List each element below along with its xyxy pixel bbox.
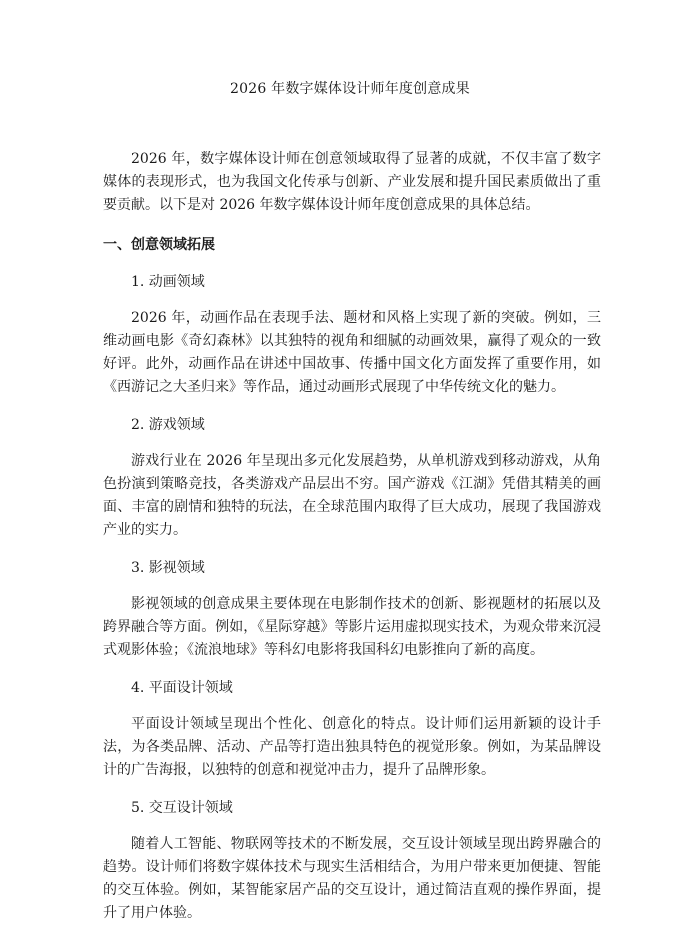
subsection-heading-games: 2. 游戏领域 <box>131 417 205 433</box>
subsection-paragraph-graphic-design: 平面设计领域呈现出个性化、创意化的特点。设计师们运用新颖的设计手法，为各类品牌、活动、产品等打造出独具特色的视觉形象。例如，为某品牌设计的广告海报，以独特的创意和视觉冲击力，提升了品牌形象。 <box>103 716 601 778</box>
document-title: 2026 年数字媒体设计师年度创意成果 <box>230 81 470 97</box>
subsection-paragraph-games: 游戏行业在 2026 年呈现出多元化发展趋势，从单机游戏到移动游戏，从角色扮演到策略竞技，各类游戏产品层出不穷。国产游戏《江湖》凭借其精美的画面、丰富的剧情和独特的玩法，在全球范围内取得了巨大成功，展现了我国游戏产业的实力。 <box>103 453 601 538</box>
subsection-paragraph-film-tv: 影视领域的创意成果主要体现在电影制作技术的创新、影视题材的拓展以及跨界融合等方面。例如，《星际穿越》等影片运用虚拟现实技术，为观众带来沉浸式观影体验；《流浪地球》等科幻电影将我国科幻电影推向了新的高度。 <box>103 596 601 658</box>
document-body <box>103 148 601 925</box>
subsection-heading-graphic-design: 4. 平面设计领域 <box>131 680 233 696</box>
subsection-heading-film-tv: 3. 影视领域 <box>131 560 205 576</box>
intro-paragraph: 2026 年，数字媒体设计师在创意领域取得了显著的成就，不仅丰富了数字媒体的表现形式，也为我国文化传承与创新、产业发展和提升国民素质做出了重要贡献。以下是对 2026 年数字媒体设计师年度创意成果的具体总结。 <box>103 151 601 213</box>
subsection-paragraph-interaction-design: 随着人工智能、物联网等技术的不断发展，交互设计领域呈现出跨界融合的趋势。设计师们将数字媒体技术与现实生活相结合，为用户带来更加便捷、智能的交互体验。例如，某智能家居产品的交互设计，通过简洁直观的操作界面，提升了用户体验。 <box>103 836 601 921</box>
subsection-heading-animation: 1. 动画领域 <box>131 274 205 290</box>
subsection-heading-interaction-design: 5. 交互设计领域 <box>131 800 233 816</box>
subsection-paragraph-animation: 2026 年，动画作品在表现手法、题材和风格上实现了新的突破。例如，三维动画电影《奇幻森林》以其独特的视角和细腻的动画效果，赢得了观众的一致好评。此外，动画作品在讲述中国故事、传播中国文化方面发挥了重要作用，如《西游记之大圣归来》等作品，通过动画形式展现了中华传统文化的魅力。 <box>103 310 601 395</box>
section-heading-creative-fields: 一、创意领域拓展 <box>103 237 215 253</box>
